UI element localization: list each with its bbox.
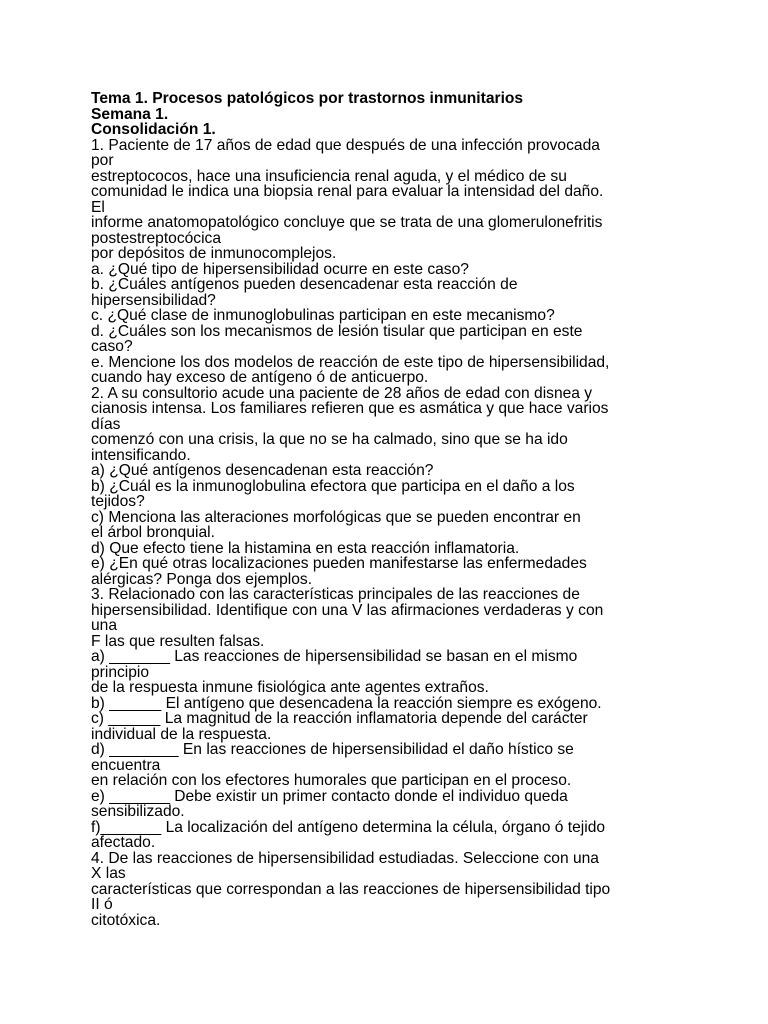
document-page: [91, 91, 706, 928]
text-line: b. ¿Cuáles antígenos pueden desencadenar esta reacción de: [91, 276, 518, 293]
heading-title: Tema 1. Procesos patológicos por trastornos inmunitarios: [91, 90, 524, 107]
text-line: d. ¿Cuáles son los mecanismos de lesión tisular que participan en este: [91, 322, 583, 340]
heading-consolidation: Consolidación 1.: [91, 121, 216, 138]
text-line: b) ¿Cuál es la inmunoglobulina efectora que participa en el daño a los: [91, 477, 575, 495]
document-heading: [91, 91, 706, 138]
text-line: c) Menciona las alteraciones morfológicas que se pueden encontrar en: [91, 508, 581, 526]
text-line: encuentra: [91, 756, 161, 774]
text-line: 2. A su consultorio acude una paciente de 28 años de edad con disnea y: [91, 384, 593, 402]
document-body: [91, 138, 706, 929]
text-line: días: [91, 415, 121, 433]
text-line: principio: [91, 663, 150, 681]
text-line: características que correspondan a las reacciones de hipersensibilidad tipo: [91, 880, 611, 898]
text-line: F las que resulten falsas.: [91, 632, 265, 650]
text-line: cuando hay exceso de antígeno ó de anticuerpo.: [91, 369, 429, 386]
text-line: citotóxica.: [91, 911, 161, 929]
text-line: b) ______ El antígeno que desencadena la reacción siempre es exógeno.: [91, 694, 602, 712]
text-line: comenzó con una crisis, la que no se ha calmado, sino que se ha ido: [91, 431, 568, 448]
text-line: 3. Relacionado con las características principales de las reacciones de: [91, 586, 580, 603]
text-line: por depósitos de inmunocomplejos.: [91, 245, 337, 262]
text-line: caso?: [91, 338, 133, 355]
text-line: informe anatomopatológico concluye que se trata de una glomerulonefritis: [91, 214, 603, 231]
text-line: a) ¿Qué antígenos desencadenan esta reacción?: [91, 462, 434, 479]
text-line: tejidos?: [91, 493, 145, 510]
text-line: a. ¿Qué tipo de hipersensibilidad ocurre en este caso?: [91, 260, 469, 278]
heading-week: Semana 1.: [91, 105, 169, 123]
text-line: a) _______ Las reacciones de hipersensibilidad se basan en el mismo: [91, 648, 578, 665]
text-line: hipersensibilidad. Identifique con una V las afirmaciones verdaderas y con: [91, 601, 604, 619]
text-line: X las: [91, 865, 126, 882]
text-line: estreptococos, hace una insuficiencia renal aguda, y el médico de su: [91, 167, 567, 185]
text-line: una: [91, 617, 118, 634]
text-line: afectado.: [91, 834, 156, 851]
text-line: El: [91, 198, 105, 216]
text-line: e. Mencione los dos modelos de reacción de este tipo de hipersensibilidad,: [91, 353, 610, 371]
text-line: por: [91, 152, 114, 169]
text-line: cianosis intensa. Los familiares refieren que es asmática y que hace varios: [91, 400, 609, 417]
text-line: e) _______ Debe existir un primer contacto donde el individuo queda: [91, 787, 568, 805]
text-line: d) ________ En las reacciones de hipersensibilidad el daño hístico se: [91, 741, 574, 758]
text-line: hipersensibilidad?: [91, 291, 216, 309]
text-line: c. ¿Qué clase de inmunoglobulinas participan en este mecanismo?: [91, 307, 555, 324]
text-line: en relación con los efectores humorales que participan en el proceso.: [91, 772, 572, 789]
text-line: intensificando.: [91, 446, 191, 464]
text-line: comunidad le indica una biopsia renal para evaluar la intensidad del daño.: [91, 183, 604, 200]
text-line: sensibilizado.: [91, 803, 185, 820]
text-line: el árbol bronquial.: [91, 524, 215, 541]
text-line: postestreptocócica: [91, 229, 222, 247]
text-line: 4. De las reacciones de hipersensibilidad estudiadas. Seleccione con una: [91, 849, 599, 867]
text-line: II ó: [91, 896, 113, 913]
text-line: 1. Paciente de 17 años de edad que después de una infección provocada: [91, 136, 600, 154]
text-line: alérgicas? Ponga dos ejemplos.: [91, 570, 313, 588]
text-line: f)_______ La localización del antígeno determina la célula, órgano ó tejido: [91, 818, 606, 836]
text-line: d) Que efecto tiene la histamina en esta reacción inflamatoria.: [91, 539, 520, 557]
text-line: de la respuesta inmune fisiológica ante agentes extraños.: [91, 679, 489, 696]
text-line: c) ______ La magnitud de la reacción inflamatoria depende del carácter: [91, 710, 588, 727]
text-line: individual de la respuesta.: [91, 725, 272, 743]
text-line: e) ¿En qué otras localizaciones pueden manifestarse las enfermedades: [91, 555, 587, 572]
